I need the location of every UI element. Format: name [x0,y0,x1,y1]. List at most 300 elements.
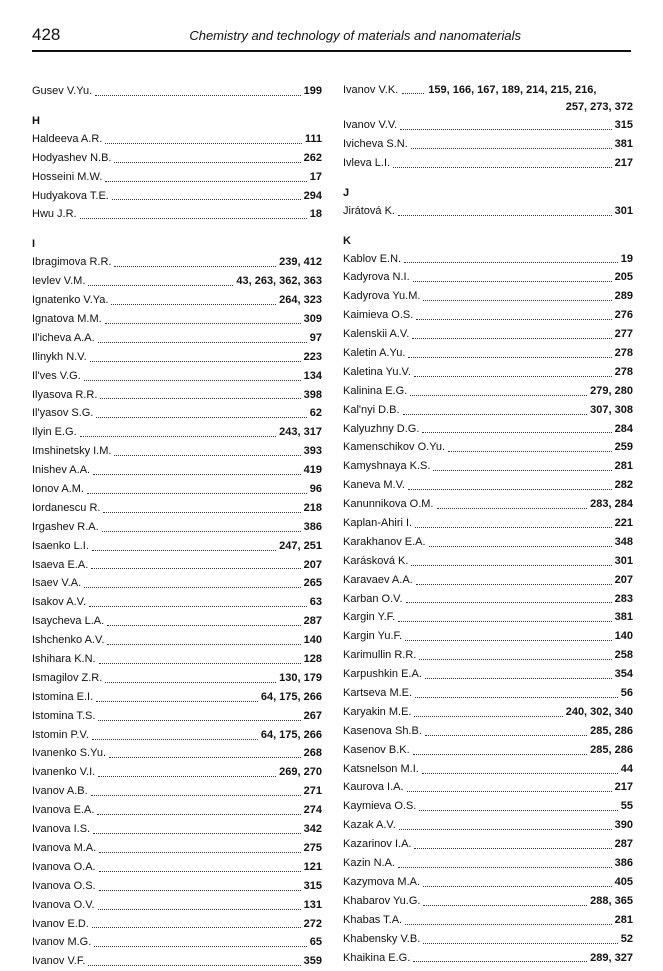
author-name: Kaurova I.A. [343,781,404,794]
index-entry [32,801,322,820]
index-entry [32,291,322,310]
dot-leader [105,681,276,683]
page-refs: 130, 179 [279,671,322,684]
index-entry [343,250,633,269]
index-entry [343,590,633,609]
page-refs: 63 [309,596,322,609]
dot-leader [96,416,306,418]
author-name: Ilinykh N.V. [32,350,87,363]
dot-leader [84,586,301,588]
dot-leader [99,870,301,872]
page-refs: 283 [614,592,633,605]
index-entry [32,442,322,461]
page-refs: 398 [303,388,322,401]
dot-leader [91,794,301,796]
index-entry [343,760,633,779]
page-refs: 285, 286 [590,724,633,737]
page-refs: 207 [614,573,633,586]
page-refs: 97 [309,331,322,344]
author-name: Ivanov M.G. [32,936,92,949]
page-refs: 52 [620,932,633,945]
index-entry [343,325,633,344]
page-refs: 96 [309,483,322,496]
index-entry [343,552,633,571]
page-refs: 359 [303,955,322,968]
section-letter: J [343,186,350,199]
index-entry [32,480,322,499]
author-name: Ibragimova R.R. [32,256,112,269]
index-entry [32,839,322,858]
dot-leader [399,828,612,830]
author-name: Kaneva M.V. [343,479,405,492]
dot-leader [448,450,612,452]
index-entry [32,423,322,442]
dot-leader [111,303,276,305]
page-refs: 301 [614,554,633,567]
index-entry [343,835,633,854]
dot-leader [429,545,612,547]
index-entry [32,499,322,518]
page-refs: 265 [303,577,322,590]
author-name: Ignatenko V.Ya. [32,294,109,307]
dot-leader [407,790,612,792]
author-name: Iordanescu R. [32,501,101,514]
page-refs: 128 [303,653,322,666]
index-entry [32,707,322,726]
author-name: Ismagilov Z.R. [32,671,103,684]
author-name: Ivicheva S.N. [343,137,408,150]
dot-leader [97,813,300,815]
author-name: Kazak A.V. [343,819,396,832]
page-refs: 217 [614,781,633,794]
page-refs: 393 [303,445,322,458]
dot-leader [94,945,306,947]
running-title: Chemistry and technology of materials and nanomaterials [189,28,521,43]
index-entry [32,612,322,631]
page-refs: 279, 280 [590,384,633,397]
dot-leader [415,696,618,698]
index-entry [32,782,322,801]
index-entry [32,556,322,575]
author-name: Ivanova O.V. [32,898,95,911]
author-name: Kalinina E.G. [343,384,408,397]
index-entry [32,130,322,149]
index-entry [32,574,322,593]
author-name: Jirátová K. [343,204,395,217]
author-name: Kazarinov I.A. [343,838,412,851]
author-name: Isaeva E.A. [32,558,89,571]
page-refs: 275 [303,841,322,854]
author-name: Kazin N.A. [343,857,395,870]
page-refs: 205 [614,271,633,284]
page-refs-continued: 257, 273, 372 [565,101,633,113]
author-name: Katsnelson M.I. [343,762,419,775]
dot-leader [88,964,300,966]
dot-leader [411,564,611,566]
dot-leader [413,280,612,282]
page-refs: 207 [303,558,322,571]
page-refs: 159, 166, 167, 189, 214, 215, 216, [428,84,597,96]
author-name: Khabarov Yu.G. [343,894,421,907]
author-name: Imshinetsky I.M. [32,445,112,458]
dot-leader [105,322,301,324]
author-name: Karásková K. [343,554,409,567]
page-refs: 381 [614,137,633,150]
author-name: Il'ves V.G. [32,369,81,382]
page-refs: 140 [303,634,322,647]
page-refs: 140 [614,630,633,643]
author-name: Ignatova M.M. [32,313,102,325]
dot-leader [423,885,612,887]
page-refs: 44 [620,762,633,775]
author-name: Ivanova E.A. [32,804,95,817]
page-refs: 288, 365 [590,894,633,907]
section-letter: I [32,238,36,251]
page-refs: 258 [614,649,633,662]
index-entry [343,684,633,703]
author-name: Ishihara K.N. [32,653,96,666]
author-name: Karimullin R.R. [343,649,417,662]
dot-leader [425,677,612,679]
dot-leader [413,753,588,755]
page-refs: 348 [614,535,633,548]
dot-leader [423,942,617,944]
index-entry [32,745,322,764]
index-entry [343,363,633,382]
index-entry [32,726,322,745]
page-refs: 269, 270 [279,766,322,779]
author-name: Isaev V.A. [32,577,82,590]
page-refs: 243, 317 [279,426,322,439]
page-refs: 277 [614,328,633,341]
dot-leader [87,492,307,494]
index-entry [32,205,322,224]
author-name: Kargin Y.F. [343,611,396,624]
index-entry [343,854,633,873]
page-refs: 247, 251 [279,539,322,552]
dot-leader [105,180,306,182]
dot-leader [425,734,587,736]
page-refs: 62 [309,407,322,420]
author-name: Kamenschikov O.Yu. [343,441,446,454]
page-refs: 386 [303,520,322,533]
author-name: Kanunnikova O.M. [343,498,434,511]
page-refs: 405 [614,875,633,888]
index-entry [32,593,322,612]
author-name: Hwu J.R. [32,208,77,221]
page-refs: 274 [303,804,322,817]
dot-leader [410,394,587,396]
page-refs: 217 [614,156,633,169]
index-entry [343,306,633,325]
page-refs: 65 [309,936,322,949]
author-name: Karpushkin E.A. [343,668,422,681]
dot-leader [405,639,612,641]
author-name: Istomina E.I. [32,690,94,703]
dot-leader [98,908,301,910]
page-refs: 278 [614,365,633,378]
dot-leader [84,379,301,381]
page-refs: 267 [303,709,322,722]
dot-leader [91,567,300,569]
section-letter: H [32,114,40,127]
index-entry [32,168,322,187]
index-entry [343,382,633,401]
dot-leader [419,658,611,660]
index-entry [343,949,633,968]
author-name: Ivanov V.K. [343,84,399,96]
page-refs: 259 [614,441,633,454]
author-name: Ievlev V.M. [32,275,86,288]
index-entry [32,763,322,782]
dot-leader [80,217,307,219]
index-entry [343,344,633,363]
author-name: Istomina T.S. [32,709,96,722]
page-refs: 282 [614,479,633,492]
page-refs: 131 [303,898,322,911]
index-entry [32,461,322,480]
author-name: Kadyrova Yu.M. [343,290,421,303]
author-name: Ivanenko S.Yu. [32,747,106,760]
author-name: Karban O.V. [343,592,403,605]
author-name: Ivanov A.B. [32,785,88,798]
dot-leader [422,431,611,433]
page-refs: 19 [620,252,633,265]
author-name: Kaplan-Ahiri I. [343,517,413,530]
author-name: Kal'nyi D.B. [343,403,400,416]
dot-leader [423,904,587,906]
author-name: Ionov A.M. [32,483,84,496]
page-refs: 17 [309,170,322,183]
page-refs: 272 [303,917,322,930]
author-name: Kaymieva O.S. [343,800,417,813]
dot-leader [393,166,612,168]
dot-leader [114,161,300,163]
author-name: Isaenko L.I. [32,539,89,552]
index-entry [32,896,322,915]
index-entry [343,741,633,760]
author-name: Haldeeva A.R. [32,132,103,145]
dot-leader [103,511,300,513]
index-column-left [32,82,322,971]
dot-leader [102,530,301,532]
page-refs: 315 [614,118,633,131]
author-name: Khaikina E.G. [343,951,411,964]
dot-leader [408,488,612,490]
dot-leader [422,772,618,774]
index-entry [343,514,633,533]
page-refs: 268 [303,747,322,760]
author-name: Ivanov E.D. [32,917,89,930]
dot-leader [99,889,301,891]
index-entry [343,797,633,816]
dot-leader [411,147,612,149]
page-refs: 221 [614,517,633,530]
index-entry [32,820,322,839]
dot-leader [105,142,302,144]
index-entry [32,952,322,971]
author-name: Kamyshnaya K.S. [343,460,431,473]
index-entry [343,457,633,476]
index-entry [343,665,633,684]
dot-leader [398,214,612,216]
dot-leader [95,94,301,96]
page-refs: 239, 412 [279,256,322,269]
page-refs: 342 [303,823,322,836]
index-entry [343,930,633,949]
page-refs: 121 [303,860,322,873]
dot-leader [98,341,307,343]
author-name: Irgashev R.A. [32,520,99,533]
author-name: Kasenov B.K. [343,743,410,756]
dot-leader [114,265,276,267]
index-entry [343,476,633,495]
index-entry [32,310,322,329]
index-entry [343,571,633,590]
dot-leader [98,719,300,721]
index-entry [343,873,633,892]
index-entry [343,703,633,722]
index-entry [32,386,322,405]
author-name: Kalyuzhny D.G. [343,422,420,435]
index-entry [343,268,633,287]
index-entry [32,650,322,669]
page-refs: 240, 302, 340 [565,705,633,718]
dot-leader [415,526,612,528]
author-name: Hodyashev N.B. [32,151,112,164]
dot-leader [405,923,612,925]
author-name: Kaimieva O.S. [343,309,414,322]
index-entry [343,82,633,116]
author-name: Kaletin A.Yu. [343,347,406,359]
dot-leader [93,473,301,475]
page-refs: 18 [309,208,322,221]
index-entry [32,688,322,707]
author-name: Ivanova O.S. [32,879,96,892]
page-refs: 283, 284 [590,498,633,511]
index-entry [32,82,322,101]
page-header [32,24,631,52]
page-refs: 309 [303,313,322,325]
author-name: Ilyin E.G. [32,426,77,439]
page-refs: 285, 286 [590,743,633,756]
dot-leader [414,375,612,377]
author-name: Inishev A.A. [32,464,91,477]
index-entry [32,404,322,423]
dot-leader [408,356,611,358]
page-refs: 55 [620,800,633,813]
author-name: Hudyakova T.E. [32,189,109,202]
dot-leader [400,128,611,130]
author-name: Il'yasov S.G. [32,407,94,420]
index-entry [343,892,633,911]
author-name: Isakov A.V. [32,596,87,609]
author-name: Ivanov V.V. [343,118,398,131]
author-name: Kadyrova N.I. [343,271,410,284]
index-entry [32,858,322,877]
dot-leader [416,318,611,320]
section-letter: K [343,234,351,247]
dot-leader [109,756,301,758]
dot-leader [437,507,588,509]
entry-first-line [343,82,633,99]
page-refs: 262 [303,151,322,164]
index-entry [343,495,633,514]
author-name: Karakhanov E.A. [343,535,426,548]
page-refs: 284 [614,422,633,435]
dot-leader [402,92,424,94]
page-refs: 301 [614,204,633,217]
page-refs: 134 [303,369,322,382]
index-entry [32,915,322,934]
index-entry [32,187,322,206]
author-name: Kablov E.N. [343,252,402,265]
page-refs: 390 [614,819,633,832]
author-name: Ishchenko A.V. [32,634,105,647]
page-refs: 276 [614,309,633,322]
index-column-right [343,82,633,967]
index-entry [32,149,322,168]
author-name: Hosseini M.W. [32,170,103,183]
index-entry [343,722,633,741]
page-refs: 281 [614,460,633,473]
index-entry [343,438,633,457]
page-refs: 281 [614,913,633,926]
author-name: Ivanova O.A. [32,860,96,873]
dot-leader [96,700,258,702]
dot-leader [107,643,300,645]
index-entry [32,537,322,556]
author-name: Khabas T.A. [343,913,403,926]
index-entry [343,401,633,420]
dot-leader [398,866,612,868]
dot-leader [414,715,562,717]
author-name: Kargin Yu.F. [343,630,403,643]
page-refs: 223 [303,350,322,363]
index-entry [32,933,322,952]
dot-leader [413,960,587,962]
author-name: Kazymova M.A. [343,875,421,888]
dot-leader [404,261,618,263]
page-refs: 64, 175, 266 [260,690,322,703]
page-refs: 419 [303,464,322,477]
dot-leader [92,549,276,551]
index-entry [343,779,633,798]
dot-leader [412,337,611,339]
dot-leader [419,809,617,811]
index-entry [32,272,322,291]
dot-leader [433,469,611,471]
dot-leader [414,847,611,849]
dot-leader [90,360,301,362]
index-entry [32,348,322,367]
page-refs: 307, 308 [590,403,633,416]
index-entry [32,877,322,896]
page-refs: 199 [303,84,322,97]
dot-leader [98,775,276,777]
dot-leader [100,397,300,399]
page-refs: 294 [303,189,322,202]
author-name: Karyakin M.E. [343,705,412,718]
index-entry [343,116,633,135]
index-entry [32,253,322,272]
page-refs: 111 [304,132,322,145]
dot-leader [403,413,588,415]
index-entry [343,202,633,221]
index-entry [343,154,633,173]
dot-leader [80,435,277,437]
author-name: Ilyasova R.R. [32,388,98,401]
